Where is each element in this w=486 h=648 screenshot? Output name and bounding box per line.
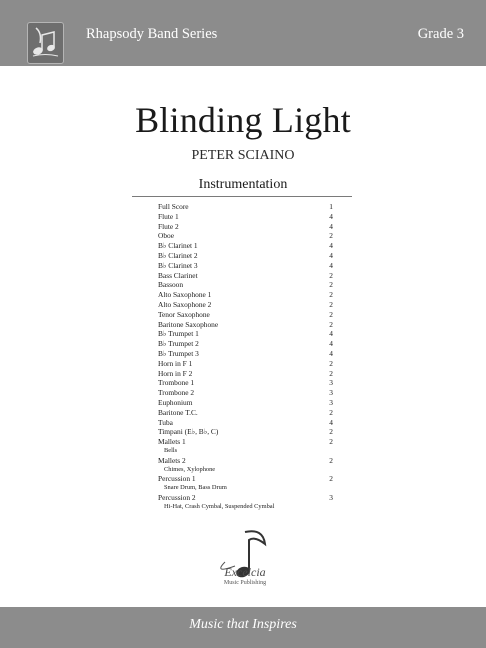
instrument-quantity: 3 bbox=[329, 492, 333, 502]
instrument-row bbox=[158, 261, 333, 271]
instrument-note bbox=[158, 484, 333, 493]
instrument-row bbox=[158, 359, 333, 369]
excelcia-note-logo-icon bbox=[205, 526, 285, 598]
instrument-name: Oboe bbox=[158, 231, 175, 241]
instrument-quantity: 2 bbox=[329, 280, 333, 290]
instrument-row bbox=[158, 251, 333, 261]
instrument-name: Mallets 2 bbox=[158, 455, 186, 465]
publisher-subtitle: Music Publishing bbox=[223, 580, 267, 586]
instrument-row bbox=[158, 280, 333, 290]
instrument-quantity: 3 bbox=[329, 388, 333, 398]
instrument-quantity: 4 bbox=[329, 260, 333, 270]
instrument-name: B♭ Trumpet 3 bbox=[158, 348, 199, 358]
instrument-quantity: 2 bbox=[329, 437, 333, 447]
instrument-name: Alto Saxophone 2 bbox=[158, 299, 212, 309]
instrument-quantity: 3 bbox=[329, 378, 333, 388]
instrument-quantity: 4 bbox=[329, 241, 333, 251]
instrument-quantity: 2 bbox=[329, 319, 333, 329]
instrument-row bbox=[158, 388, 333, 398]
instrument-row bbox=[158, 212, 333, 222]
instrument-quantity: 2 bbox=[329, 358, 333, 368]
instrument-name: Tuba bbox=[158, 417, 173, 427]
instrument-name: B♭ Clarinet 2 bbox=[158, 250, 198, 260]
instrument-name: Bass Clarinet bbox=[158, 270, 198, 280]
instrument-name: Flute 2 bbox=[158, 221, 179, 231]
instrument-row bbox=[158, 339, 333, 349]
series-name: Rhapsody Band Series bbox=[86, 26, 218, 42]
instrument-name: Chimes, Xylophone bbox=[164, 465, 216, 473]
instrument-row bbox=[158, 456, 333, 466]
instrument-note bbox=[158, 466, 333, 475]
instrument-row bbox=[158, 493, 333, 503]
instrument-quantity: 2 bbox=[329, 474, 333, 484]
instrument-quantity: 2 bbox=[329, 299, 333, 309]
instrument-name: B♭ Trumpet 2 bbox=[158, 339, 199, 349]
instrument-name: B♭ Trumpet 1 bbox=[158, 329, 199, 339]
piece-title: Blinding Light bbox=[135, 100, 351, 140]
instrument-quantity: 2 bbox=[329, 407, 333, 417]
header-bar bbox=[0, 0, 486, 66]
instrument-quantity: 2 bbox=[329, 427, 333, 437]
instrument-name: Full Score bbox=[158, 202, 189, 211]
instrument-quantity: 2 bbox=[329, 270, 333, 280]
music-notes-logo-icon bbox=[27, 22, 64, 64]
instrument-name: Mallets 1 bbox=[158, 437, 186, 447]
instrument-row bbox=[158, 271, 333, 281]
grade-level: Grade 3 bbox=[417, 26, 464, 42]
instrument-name: Baritone Saxophone bbox=[158, 319, 219, 329]
instrument-name: Alto Saxophone 1 bbox=[158, 290, 212, 300]
instrument-row bbox=[158, 369, 333, 379]
instrument-name: Trombone 1 bbox=[158, 378, 195, 388]
instrument-row bbox=[158, 241, 333, 251]
instrument-row bbox=[158, 349, 333, 359]
instrument-name: Baritone T.C. bbox=[158, 407, 198, 417]
instrument-name: Euphonium bbox=[158, 397, 193, 407]
divider bbox=[132, 196, 352, 197]
instrument-row bbox=[158, 329, 333, 339]
instrument-name: Percussion 2 bbox=[158, 492, 196, 502]
instrument-quantity: 1 bbox=[329, 202, 333, 211]
instrument-quantity: 4 bbox=[329, 211, 333, 221]
instrument-quantity: 4 bbox=[329, 417, 333, 427]
instrument-row bbox=[158, 300, 333, 310]
instrument-name: Bells bbox=[164, 446, 178, 454]
instrument-name: Percussion 1 bbox=[158, 474, 196, 484]
instrument-quantity: 2 bbox=[329, 309, 333, 319]
instrument-name: B♭ Clarinet 3 bbox=[158, 260, 198, 270]
instrument-quantity: 4 bbox=[329, 339, 333, 349]
instrument-quantity: 2 bbox=[329, 368, 333, 378]
instrument-row bbox=[158, 418, 333, 428]
instrument-row bbox=[158, 320, 333, 330]
tagline: Music that Inspires bbox=[189, 617, 297, 632]
instrument-name: Tenor Saxophone bbox=[158, 309, 210, 319]
instrument-row bbox=[158, 398, 333, 408]
instrument-row bbox=[158, 310, 333, 320]
instrument-row bbox=[158, 290, 333, 300]
instrument-name: Horn in F 2 bbox=[158, 368, 193, 378]
instrumentation-list bbox=[158, 202, 333, 512]
instrument-note bbox=[158, 503, 333, 512]
instrument-note bbox=[158, 447, 333, 456]
instrument-name: Trombone 2 bbox=[158, 388, 195, 398]
publisher-name: Excelcia bbox=[224, 565, 266, 579]
instrument-row bbox=[158, 378, 333, 388]
instrument-name: Hi-Hat, Crash Cymbal, Suspended Cymbal bbox=[164, 502, 275, 510]
instrument-name: Bassoon bbox=[158, 280, 184, 290]
instrument-row bbox=[158, 474, 333, 484]
instrument-quantity: 4 bbox=[329, 348, 333, 358]
composer-name: PETER SCIAINO bbox=[191, 148, 295, 163]
instrument-row bbox=[158, 427, 333, 437]
instrument-name: Horn in F 1 bbox=[158, 358, 193, 368]
instrument-row bbox=[158, 437, 333, 447]
instrument-row bbox=[158, 231, 333, 241]
instrument-quantity: 2 bbox=[329, 290, 333, 300]
instrument-name: B♭ Clarinet 1 bbox=[158, 241, 198, 251]
instrument-name: Timpani (E♭, B♭, C) bbox=[158, 427, 219, 437]
instrument-quantity: 2 bbox=[329, 231, 333, 241]
instrument-quantity: 4 bbox=[329, 221, 333, 231]
instrument-quantity: 4 bbox=[329, 250, 333, 260]
instrument-quantity: 4 bbox=[329, 329, 333, 339]
instrument-name: Flute 1 bbox=[158, 211, 179, 221]
instrument-quantity: 2 bbox=[329, 455, 333, 465]
instrument-row bbox=[158, 202, 333, 212]
instrument-name: Snare Drum, Bass Drum bbox=[164, 484, 227, 492]
instrument-quantity: 3 bbox=[329, 397, 333, 407]
instrumentation-heading: Instrumentation bbox=[198, 177, 288, 192]
instrument-row bbox=[158, 222, 333, 232]
instrument-row bbox=[158, 408, 333, 418]
